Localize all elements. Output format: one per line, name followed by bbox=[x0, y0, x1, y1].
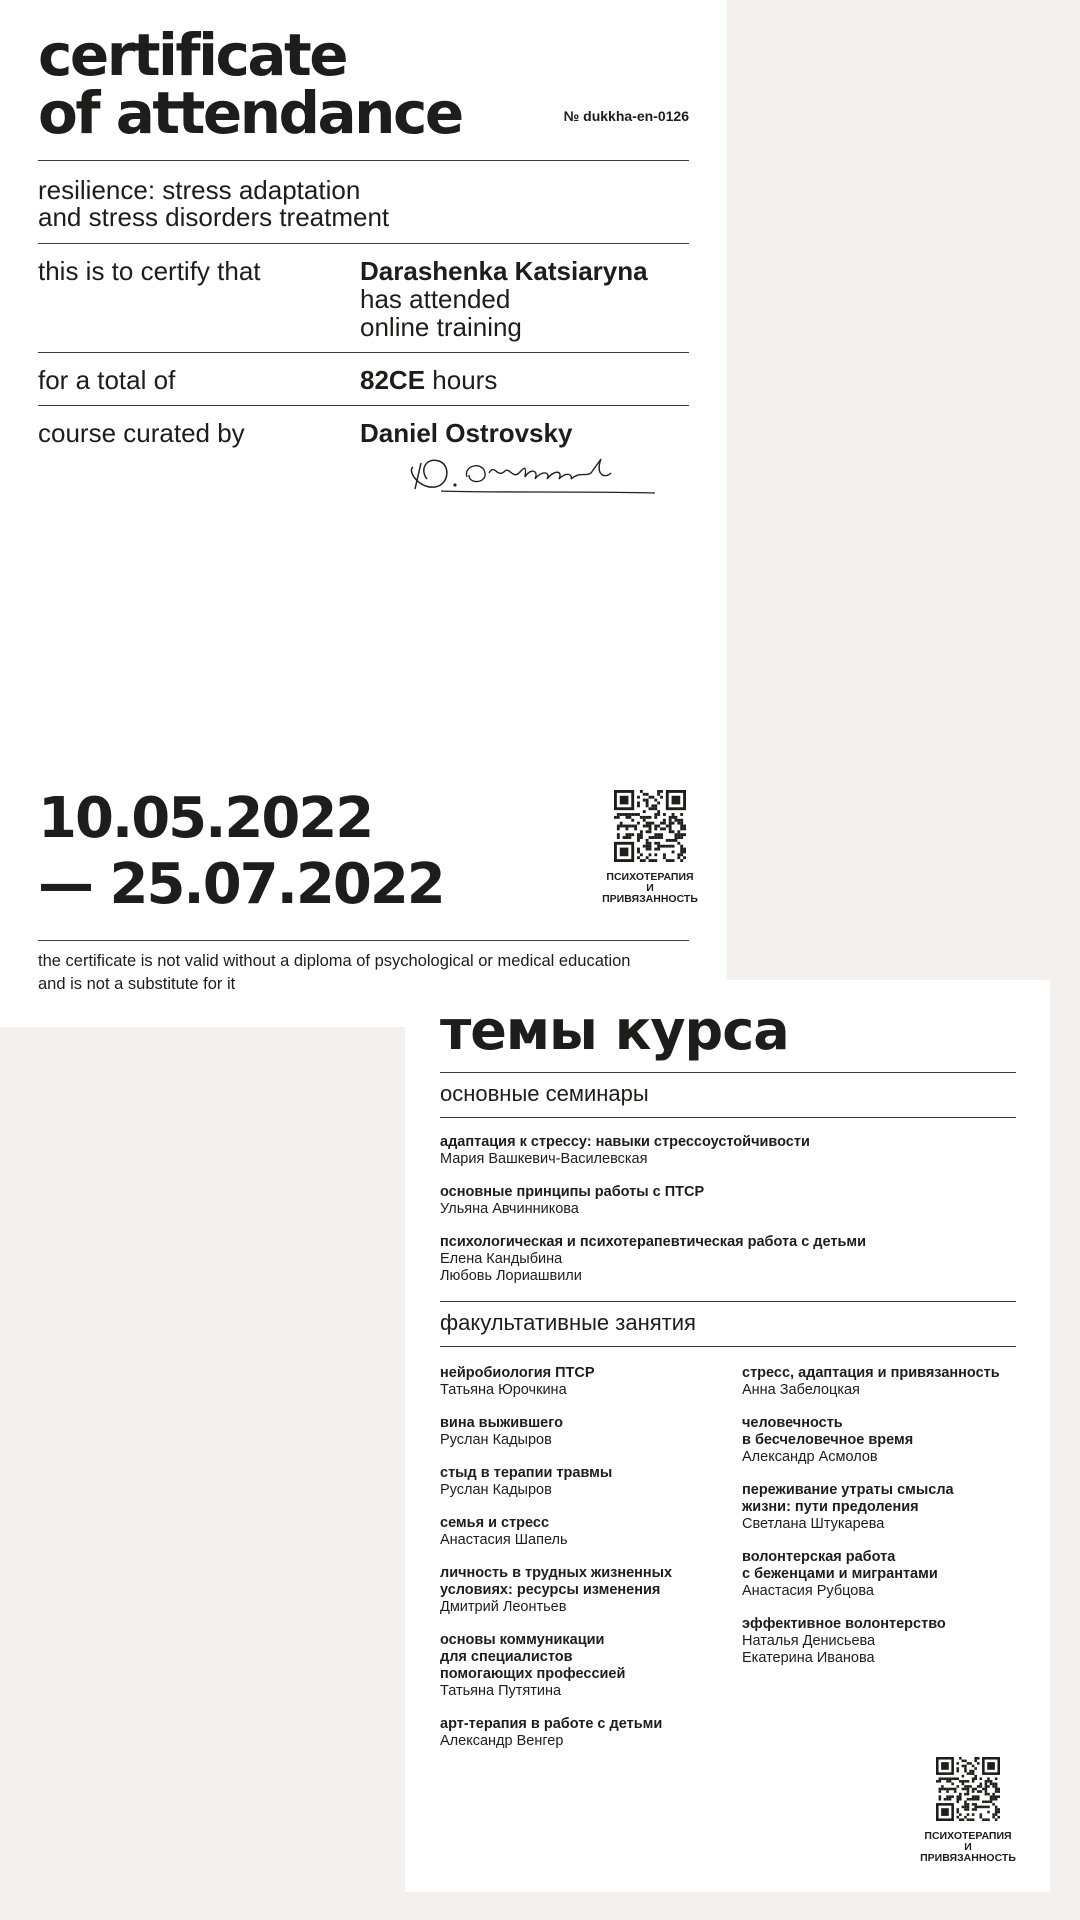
training-dates bbox=[38, 786, 444, 918]
main-seminars-title: основные семинары bbox=[440, 1081, 649, 1106]
qr-caption-line3: ПРИВЯЗАННОСТЬ bbox=[602, 893, 698, 905]
attendee-info bbox=[360, 257, 689, 341]
attendee-name: Darashenka Katsiaryna bbox=[360, 256, 648, 286]
seminar-item bbox=[742, 1549, 1016, 1600]
qr-caption-line3: ПРИВЯЗАННОСТЬ bbox=[920, 1852, 1016, 1864]
qr-block bbox=[580, 790, 720, 905]
disclaimer-line1: the certificate is not valid without a diploma of psychological or medical education bbox=[38, 952, 631, 970]
curated-label: course curated by bbox=[38, 418, 245, 448]
certificate-title-line2: of attendance bbox=[38, 79, 462, 147]
seminar-title: вина выжившего bbox=[440, 1415, 563, 1431]
seminar-title: основные принципы работы с ПТСР bbox=[440, 1184, 705, 1200]
seminar-item bbox=[440, 1632, 742, 1700]
course-title-line2: and stress disorders treatment bbox=[38, 202, 390, 232]
seminar-title: с беженцами и мигрантами bbox=[742, 1566, 938, 1582]
hours-info bbox=[360, 366, 689, 394]
date-start: 10.05.2022 bbox=[38, 786, 373, 851]
seminar-item bbox=[440, 1716, 742, 1750]
hours-unit: hours bbox=[432, 365, 498, 395]
seminar-title: условиях: ресурсы изменения bbox=[440, 1582, 661, 1598]
seminar-title: жизни: пути предоления bbox=[742, 1499, 919, 1515]
qr-code-icon bbox=[936, 1757, 1000, 1821]
seminar-title: стресс, адаптация и привязанность bbox=[742, 1365, 1000, 1381]
divider bbox=[38, 940, 689, 941]
seminar-title: в бесчеловечное время bbox=[742, 1432, 914, 1448]
qr-caption-line1: ПСИХОТЕРАПИЯ bbox=[606, 871, 694, 883]
hours-row bbox=[38, 353, 689, 405]
lecturer-name: Наталья Денисьева bbox=[742, 1633, 876, 1649]
seminar-item bbox=[742, 1415, 1016, 1466]
seminar-title: личность в трудных жизненных bbox=[440, 1565, 673, 1581]
seminar-title: арт-терапия в работе с детьми bbox=[440, 1716, 663, 1732]
qr-caption-line2: И bbox=[646, 882, 654, 894]
lecturer-name: Анна Забелоцкая bbox=[742, 1382, 860, 1398]
disclaimer-line2: and is not a substitute for it bbox=[38, 975, 236, 993]
seminar-title: стыд в терапии травмы bbox=[440, 1465, 613, 1481]
seminar-title: помогающих профессией bbox=[440, 1666, 626, 1682]
optional-classes bbox=[440, 1347, 1016, 1766]
curator-row bbox=[38, 406, 689, 510]
seminar-title: основы коммуникации bbox=[440, 1632, 605, 1648]
curator-info bbox=[360, 419, 689, 499]
lecturer-name: Руслан Кадыров bbox=[440, 1432, 552, 1448]
seminar-title: нейробиология ПТСР bbox=[440, 1365, 595, 1381]
lecturer-name: Александр Венгер bbox=[440, 1733, 564, 1749]
lecturer-name: Екатерина Иванова bbox=[742, 1650, 875, 1666]
seminar-item bbox=[440, 1515, 742, 1549]
lecturer-name: Александр Асмолов bbox=[742, 1449, 878, 1465]
signature-icon bbox=[405, 449, 665, 499]
lecturer-name: Елена Кандыбина bbox=[440, 1251, 563, 1267]
topics-title: темы курса bbox=[440, 999, 789, 1062]
seminar-title: семья и стресс bbox=[440, 1515, 550, 1531]
lecturer-name: Руслан Кадыров bbox=[440, 1482, 552, 1498]
seminar-item bbox=[440, 1365, 742, 1399]
total-label: for a total of bbox=[38, 365, 176, 395]
hours-value: 82CE bbox=[360, 365, 426, 395]
seminar-title: для специалистов bbox=[440, 1649, 573, 1665]
qr-caption bbox=[580, 872, 720, 905]
certificate-number: № dukkha-en-0126 bbox=[563, 108, 689, 124]
seminar-item bbox=[440, 1565, 742, 1616]
lecturer-name: Дмитрий Леонтьев bbox=[440, 1599, 567, 1615]
optional-classes-title: факультативные занятия bbox=[440, 1310, 696, 1335]
course-title bbox=[38, 161, 689, 243]
lecturer-name: Мария Вашкевич-Василевская bbox=[440, 1151, 648, 1167]
optional-classes-right bbox=[742, 1365, 1016, 1766]
seminar-item bbox=[440, 1234, 1016, 1285]
lecturer-name: Татьяна Путятина bbox=[440, 1683, 562, 1699]
course-title-line1: resilience: stress adaptation bbox=[38, 175, 361, 205]
qr-caption bbox=[898, 1831, 1038, 1864]
seminar-item bbox=[742, 1616, 1016, 1667]
certify-label: this is to certify that bbox=[38, 256, 261, 286]
attended-line1: has attended bbox=[360, 284, 511, 314]
seminar-title: психологическая и психотерапевтическая работа с детьми bbox=[440, 1234, 867, 1250]
lecturer-name: Анастасия Рубцова bbox=[742, 1583, 874, 1599]
lecturer-name: Татьяна Юрочкина bbox=[440, 1382, 567, 1398]
seminar-title: адаптация к стрессу: навыки стрессоустойчивости bbox=[440, 1134, 810, 1150]
date-end: — 25.07.2022 bbox=[38, 852, 444, 917]
seminar-item bbox=[440, 1415, 742, 1449]
lecturer-name: Светлана Штукарева bbox=[742, 1516, 885, 1532]
seminar-item bbox=[742, 1482, 1016, 1533]
seminar-title: переживание утраты смысла bbox=[742, 1482, 954, 1498]
curator-name: Daniel Ostrovsky bbox=[360, 418, 573, 448]
qr-caption-line1: ПСИХОТЕРАПИЯ bbox=[924, 1830, 1012, 1842]
seminar-title: волонтерская работа bbox=[742, 1549, 896, 1565]
seminar-item bbox=[440, 1465, 742, 1499]
qr-block bbox=[898, 1757, 1038, 1864]
certificate-header bbox=[38, 0, 689, 147]
certificate-title-line1: certificate bbox=[38, 21, 347, 89]
seminar-title: эффективное волонтерство bbox=[742, 1616, 946, 1632]
lecturer-name: Ульяна Авчинникова bbox=[440, 1201, 579, 1217]
optional-classes-left bbox=[440, 1365, 742, 1766]
certificate-card bbox=[0, 0, 727, 1027]
attendee-row bbox=[38, 244, 689, 352]
seminar-item bbox=[440, 1134, 1016, 1168]
seminar-item bbox=[440, 1184, 1016, 1218]
attended-line2: online training bbox=[360, 312, 522, 342]
lecturer-name: Любовь Лориашвили bbox=[440, 1268, 582, 1284]
qr-caption-line2: И bbox=[964, 1841, 972, 1853]
lecturer-name: Анастасия Шапель bbox=[440, 1532, 568, 1548]
qr-code-icon bbox=[614, 790, 686, 862]
seminar-title: человечность bbox=[742, 1415, 843, 1431]
seminar-item bbox=[742, 1365, 1016, 1399]
course-topics-card bbox=[405, 980, 1050, 1892]
main-seminars-list bbox=[440, 1118, 1016, 1285]
